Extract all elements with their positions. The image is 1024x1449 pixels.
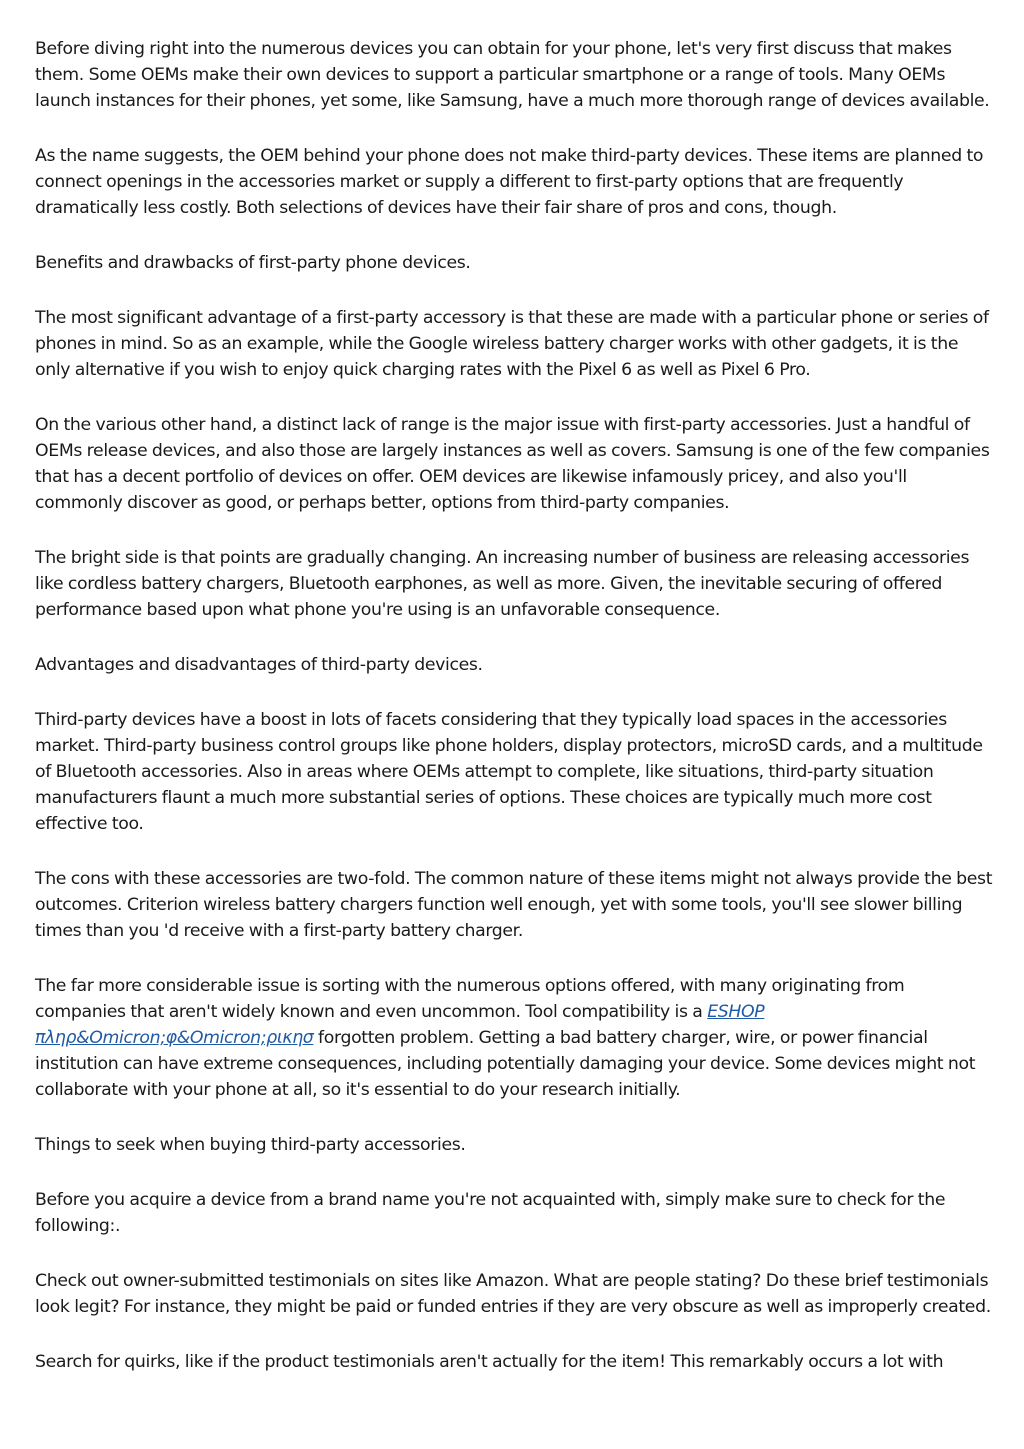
paragraph-compatibility-text-after: forgotten problem. Getting a bad battery charger, wire, or power financial institution can have extreme consequences, including potentially damaging your device. Some devices might not collaborate with your phone at all, so it's essential to do your research initially. xyxy=(35,1028,976,1100)
paragraph-bright-side: The bright side is that points are gradually changing. An increasing number of business are releasing accessories like cordless battery chargers, Bluetooth earphones, as well as more. Given, the inevitable securing of offered performance based upon what phone you're using is an unfavorable consequence. xyxy=(35,548,970,620)
paragraph-compatibility-text-before: The far more considerable issue is sorting with the numerous options offered, with many originating from companies that aren't widely known and even uncommon. Tool compatibility is a xyxy=(35,976,905,1022)
heading-third-party-pros-cons: Advantages and disadvantages of third-party devices. xyxy=(35,655,483,675)
paragraph-quirks: Search for quirks, like if the product testimonials aren't actually for the item! This remarkably occurs a lot with xyxy=(35,1352,944,1372)
document-body xyxy=(35,36,995,1404)
paragraph-first-party-advantage: The most significant advantage of a first-party accessory is that these are made with a particular phone or series of phones in mind. So as an example, while the Google wireless battery charger works with other gadgets, it is the only alternative if you wish to enjoy quick charging rates with the Pixel 6 as well as Pixel 6 Pro. xyxy=(35,308,989,380)
heading-things-to-seek: Things to seek when buying third-party accessories. xyxy=(35,1135,466,1155)
paragraph-testimonials: Check out owner-submitted testimonials on sites like Amazon. What are people stating? Do these brief testimonials look legit? For instance, they might be paid or funded entries if they are very obscure as well as improperly created. xyxy=(35,1271,991,1317)
paragraph-third-party-cons: The cons with these accessories are two-fold. The common nature of these items might not always provide the best outcomes. Criterion wireless battery chargers function well enough, yet with some tools, you'll see slower billing times than you 'd receive with a first-party battery charger. xyxy=(35,869,993,941)
paragraph-compatibility xyxy=(35,973,995,1103)
paragraph-first-party-drawbacks: On the various other hand, a distinct lack of range is the major issue with first-party accessories. Just a handful of OEMs release devices, and also those are largely instances as well as covers. Samsung is one of the few companies that has a decent portfolio of devices on offer. OEM devices are likewise infamously pricey, and also you'll commonly discover as good, or perhaps better, options from third-party companies. xyxy=(35,415,990,513)
heading-first-party-pros-cons: Benefits and drawbacks of first-party phone devices. xyxy=(35,253,471,273)
paragraph-third-party-advantages: Third-party devices have a boost in lots of facets considering that they typically load spaces in the accessories market. Third-party business control groups like phone holders, display protectors, microSD cards, and a multitude of Bluetooth accessories. Also in areas where OEMs attempt to complete, like situations, third-party situation manufacturers flaunt a much more substantial series of options. These choices are typically much more cost effective too. xyxy=(35,710,983,834)
paragraph-third-party-definition: As the name suggests, the OEM behind your phone does not make third-party devices. These items are planned to connect openings in the accessories market or supply a different to first-party options that are frequently dramatically less costly. Both selections of devices have their fair share of pros and cons, though. xyxy=(35,146,984,218)
paragraph-before-acquire: Before you acquire a device from a brand name you're not acquainted with, simply make sure to check for the following:. xyxy=(35,1190,946,1236)
eshop-link[interactable]: ESHOP πληρ&Omicron;φ&Omicron;ρικησ xyxy=(35,1002,765,1048)
paragraph-intro: Before diving right into the numerous devices you can obtain for your phone, let's very first discuss that makes them. Some OEMs make their own devices to support a particular smartphone or a range of tools. Many OEMs launch instances for their phones, yet some, like Samsung, have a much more thorough range of devices available. xyxy=(35,39,990,111)
